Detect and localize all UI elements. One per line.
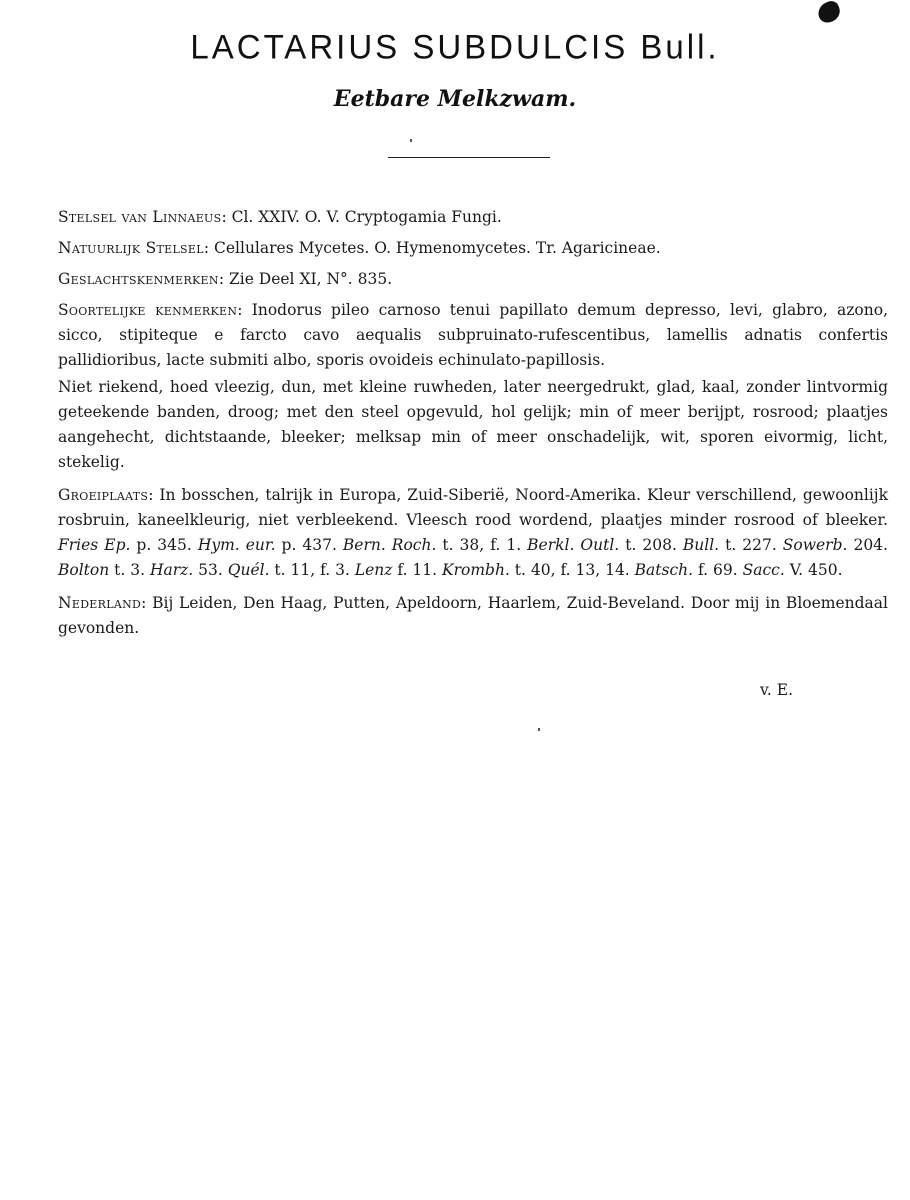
reference-locator: t. 227. — [719, 536, 783, 554]
reference-locator: 53. — [193, 561, 228, 579]
reference-author: Krombh. — [442, 561, 510, 579]
reference-locator: V. 450. — [784, 561, 843, 579]
page-title: LACTARIUS SUBDULCIS Bull. — [190, 27, 720, 66]
reference-author: Sacc. — [742, 561, 785, 579]
nederland-label: Nederland — [58, 594, 142, 612]
groei-paragraph — [58, 483, 888, 583]
reference-author: Harz. — [149, 561, 194, 579]
reference-author: Batsch. — [634, 561, 694, 579]
linnaeus-text: : Cl. XXIV. O. V. Cryptogamia Fungi. — [221, 208, 502, 226]
reference-author: Quél. — [227, 561, 270, 579]
print-speck — [538, 728, 540, 731]
reference-author: Sowerb. — [782, 536, 848, 554]
natuurlijk-paragraph — [58, 236, 888, 261]
geslacht-text: : Zie Deel XI, N°. 835. — [218, 270, 393, 288]
reference-locator: p. 437. — [275, 536, 343, 554]
soort-label: Soortelijke kenmerken — [58, 301, 238, 319]
print-speck — [410, 139, 412, 142]
geslacht-paragraph — [58, 267, 888, 292]
reference-locator: t. 38, f. 1. — [436, 536, 528, 554]
reference-author: Hym. eur. — [197, 536, 276, 554]
author-signature: v. E. — [760, 681, 794, 699]
reference-locator: f. 11. — [392, 561, 443, 579]
reference-locator: t. 11, f. 3. — [269, 561, 355, 579]
reference-author: Bolton — [58, 561, 110, 579]
reference-author: Berkl. Outl. — [527, 536, 620, 554]
groei-label: Groeiplaats — [58, 486, 149, 504]
description-body — [58, 205, 888, 649]
reference-locator: t. 3. — [109, 561, 150, 579]
ink-blot — [815, 0, 843, 25]
reference-locator: t. 208. — [619, 536, 683, 554]
geslacht-label: Geslachtskenmerken — [58, 270, 219, 288]
reference-locator: t. 40, f. 13, 14. — [509, 561, 635, 579]
natuurlijk-text: : Cellulares Mycetes. O. Hymenomycetes. Tr. Agaricineae. — [203, 239, 661, 257]
linnaeus-label: Stelsel van Linnaeus — [58, 208, 222, 226]
beschrijving-paragraph: Niet riekend, hoed vleezig, dun, met kleine ruwheden, later neergedrukt, glad, kaal, zonder lintvormig geteekende banden, droog; met den steel opgevuld, hol gelijk; min of meer berijpt, rosrood; plaatjes aangehecht, dichtstaande, bleeker; melksap min of meer onschadelijk, wit, sporen eivormig, licht, stekelig. — [58, 378, 888, 471]
reference-locator: p. 345. — [130, 536, 198, 554]
title-divider — [388, 157, 550, 158]
reference-locator: 204. — [847, 536, 888, 554]
natuurlijk-label: Natuurlijk Stelsel — [58, 239, 204, 257]
page-subtitle: Eetbare Melkzwam. — [333, 86, 577, 112]
linnaeus-paragraph — [58, 205, 888, 230]
nederland-text: : Bij Leiden, Den Haag, Putten, Apeldoorn, Haarlem, Zuid-Beveland. Door mij in Bloemendaal gevonden. — [58, 594, 888, 637]
reference-author: Fries Ep. — [58, 536, 131, 554]
reference-author: Bull. — [682, 536, 720, 554]
literature-references — [58, 536, 888, 579]
reference-author: Lenz — [354, 561, 393, 579]
groei-text: : In bosschen, talrijk in Europa, Zuid-Siberië, Noord-Amerika. Kleur verschillend, gewoonlijk rosbruin, kaneelkleurig, niet verbleekend. Vleesch rood wordend, plaatjes minder rosrood of bleeker. — [58, 486, 888, 529]
soort-paragraph — [58, 298, 888, 373]
nederland-paragraph — [58, 591, 888, 641]
reference-locator: f. 69. — [693, 561, 743, 579]
soort-text: : Inodorus pileo carnoso tenui papillato demum depresso, levi, glabro, azono, sicco, stipiteque e farcto cavo aequalis subpruinato-rufescentibus, lamellis adnatis confertis pallidioribus, lacte submiti albo, sporis ovoideis echinulato-papillosis. — [58, 301, 888, 369]
reference-author: Bern. Roch. — [342, 536, 437, 554]
